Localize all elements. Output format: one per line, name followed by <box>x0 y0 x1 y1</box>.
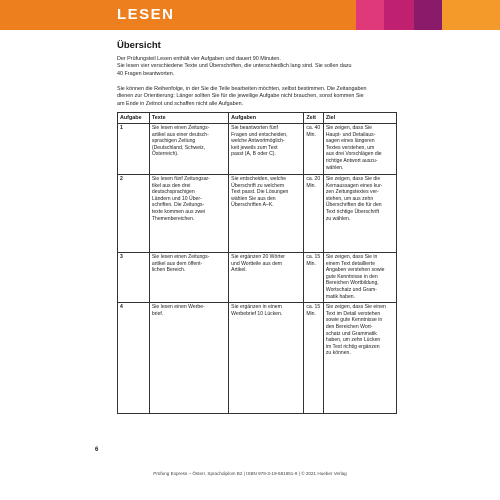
cell-line: brief. <box>151 310 164 317</box>
intro-paragraph-1 <box>117 56 417 78</box>
cell-line: Min. <box>306 260 316 267</box>
cell-line: matik haben. <box>325 293 356 300</box>
cell-line: ca. 15 <box>306 304 321 311</box>
cell-line: Überschriften A–K. <box>231 202 274 209</box>
table-header-row <box>118 113 397 124</box>
cell-line: sowie gute Kenntnisse in <box>325 317 383 324</box>
cell-line: lichen Bereich. <box>151 267 186 274</box>
cell-line: haben, um zehn Lücken <box>325 337 381 344</box>
cell-line: Sie zeigen, dass Sie die <box>325 176 381 183</box>
header-texte: Texte <box>149 113 228 124</box>
cell-texte <box>149 123 228 174</box>
header-stripe-light-orange <box>442 0 500 30</box>
cell-line: und Wortteile aus dem <box>231 260 283 267</box>
intro-line: Sie können die Reihenfolge, in der Sie die Teile bearbeiten möchten, selbst bestimmen. Die Zeitangaben <box>117 86 367 92</box>
cell-aufgabe-nr: 3 <box>118 252 150 302</box>
cell-line: Angaben verstehen sowie <box>325 267 385 274</box>
cell-line: zu können. <box>325 350 351 357</box>
cell-aufgaben <box>229 302 304 413</box>
cell-line: Sie ergänzen 20 Wörter <box>231 254 285 261</box>
cell-line: Min. <box>306 182 316 189</box>
cell-zeit <box>304 302 324 413</box>
header-stripe-purple <box>414 0 442 30</box>
cell-line: Min. <box>306 131 316 138</box>
cell-line: zu wählen. <box>325 215 351 222</box>
cell-line: ca. 40 <box>306 125 321 132</box>
cell-line: Textes verstehen, um <box>325 144 375 151</box>
cell-line: richtige Antwort auszu- <box>325 158 378 165</box>
cell-line: passt (A, B oder C). <box>231 151 276 158</box>
cell-line: ca. 20 <box>306 176 321 183</box>
page-number: 6 <box>95 447 99 453</box>
section-title: Übersicht <box>117 40 161 51</box>
cell-aufgabe-nr: 2 <box>118 174 150 252</box>
cell-zeit <box>304 252 324 302</box>
table-row <box>118 302 397 413</box>
cell-aufgabe-nr: 1 <box>118 123 150 174</box>
cell-line: wählen Sie aus den <box>231 195 276 202</box>
header-bar <box>0 0 500 30</box>
intro-line: Der Prüfungsteil Lesen enthält vier Aufgaben und dauert 90 Minuten. <box>117 56 281 62</box>
cell-zeit <box>304 123 324 174</box>
cell-aufgaben <box>229 174 304 252</box>
header-orange-band <box>0 0 356 30</box>
cell-line: Sie lesen einen Zeitungs- <box>151 125 210 132</box>
footer-imprint: Prüfung Express – Österr. Sprachdiplom B2 | ISBN 978-3-19-581651-9 | © 2021 Hueber Verlag <box>153 471 347 476</box>
cell-line: im Text richtig ergänzen <box>325 343 380 350</box>
cell-ziel <box>323 302 396 413</box>
cell-line: sagen eines längeren <box>325 138 375 145</box>
cell-ziel <box>323 252 396 302</box>
cell-line: artikel aus einer deutsch- <box>151 131 209 138</box>
cell-line: sprachigen Zeitung <box>151 138 196 145</box>
intro-line: Sie lesen vier verschiedene Texte und Überschriften, die unterschiedlich lang sind. Sie sollen dazu <box>117 63 352 70</box>
header-title: LESEN <box>117 6 175 23</box>
cell-line: schriften. Die Zeitungs- <box>151 202 205 209</box>
cell-line: (Deutschland, Schweiz, <box>151 144 206 151</box>
cell-aufgabe-nr: 4 <box>118 302 150 413</box>
header-stripe-pink <box>356 0 384 30</box>
table-row <box>118 123 397 174</box>
cell-zeit <box>304 174 324 252</box>
cell-line: Haupt- und Detailaus- <box>325 131 376 138</box>
cell-line: Wortschatz und Gram- <box>325 287 378 294</box>
cell-texte <box>149 252 228 302</box>
cell-line: Text richtige Überschrift <box>325 209 380 216</box>
cell-aufgaben <box>229 252 304 302</box>
cell-line: den Bereichen Wort- <box>325 324 373 331</box>
cell-line: Sie lesen fünf Zeitungsar- <box>151 176 210 183</box>
cell-line: Sie ergänzen in einem <box>231 304 282 311</box>
header-aufgaben: Aufgaben <box>229 113 304 124</box>
cell-line: stehen, um aus zehn <box>325 195 374 202</box>
cell-line: artikel aus dem öffent- <box>151 260 203 267</box>
cell-line: Themenbereichen. <box>151 215 195 222</box>
cell-line: Sie zeigen, dass Sie <box>325 125 373 132</box>
cell-line: texte kommen aus zwei <box>151 209 206 216</box>
cell-line: tikel aus den drei <box>151 182 191 189</box>
intro-line: am Ende in Zeitnot und schaffen nicht alle Aufgaben. <box>117 100 244 107</box>
table-body <box>118 123 397 413</box>
cell-line: Min. <box>306 310 316 317</box>
cell-line: zen Zeitungstextes ver- <box>325 189 379 196</box>
cell-line: Werbebrief 10 Lücken. <box>231 310 283 317</box>
cell-line: Sie entscheiden, welche <box>231 176 287 183</box>
cell-line: Ländern und 10 Über- <box>151 195 202 202</box>
header-zeit: Zeit <box>304 113 324 124</box>
cell-line: Sie zeigen, dass Sie einen <box>325 304 386 311</box>
cell-line: Sie lesen einen Zeitungs- <box>151 254 210 261</box>
table-row <box>118 174 397 252</box>
cell-line: Fragen und entscheiden, <box>231 131 288 138</box>
cell-line: Österreich). <box>151 151 179 158</box>
intro-paragraph-2 <box>117 86 417 108</box>
table-row <box>118 252 397 302</box>
cell-line: schatz und Grammatik <box>325 330 377 337</box>
cell-line: ca. 15 <box>306 254 321 261</box>
cell-line: einem Text detaillierte <box>325 260 376 267</box>
cell-line: gute Kenntnisse in den <box>325 273 378 280</box>
cell-line: Text passt. Die Lösungen <box>231 189 289 196</box>
cell-line: wählen. <box>325 164 344 171</box>
cell-aufgaben <box>229 123 304 174</box>
cell-ziel <box>323 174 396 252</box>
intro-line: 40 Fragen beantworten. <box>117 70 175 77</box>
cell-ziel <box>323 123 396 174</box>
cell-line: welche Antwortmöglich- <box>231 138 285 145</box>
cell-line: aus drei Vorschlägen die <box>325 151 382 158</box>
cell-line: keit jeweils zum Text <box>231 144 278 151</box>
cell-line: Text im Detail verstehen <box>325 310 381 317</box>
cell-texte <box>149 302 228 413</box>
cell-texte <box>149 174 228 252</box>
cell-line: Sie beantworten fünf <box>231 125 278 132</box>
header-ziel: Ziel <box>323 113 396 124</box>
cell-line: Überschrift zu welchem <box>231 182 285 189</box>
cell-line: Sie lesen einen Werbe- <box>151 304 205 311</box>
header-stripe-magenta <box>384 0 414 30</box>
cell-line: deutschsprachigen <box>151 189 195 196</box>
cell-line: Bereichen Wortbildung, <box>325 280 379 287</box>
intro-line: dienen zur Orientierung: Länger sollten Sie für die jeweilige Aufgabe nicht brauchen, sonst kommen Sie <box>117 93 364 100</box>
overview-table <box>117 112 397 414</box>
cell-line: Artikel. <box>231 267 247 274</box>
cell-line: Sie zeigen, dass Sie in <box>325 254 378 261</box>
cell-line: Kernaussagen eines kur- <box>325 182 383 189</box>
header-aufgabe: Aufgabe <box>118 113 150 124</box>
cell-line: Überschriften die für den <box>325 202 382 209</box>
